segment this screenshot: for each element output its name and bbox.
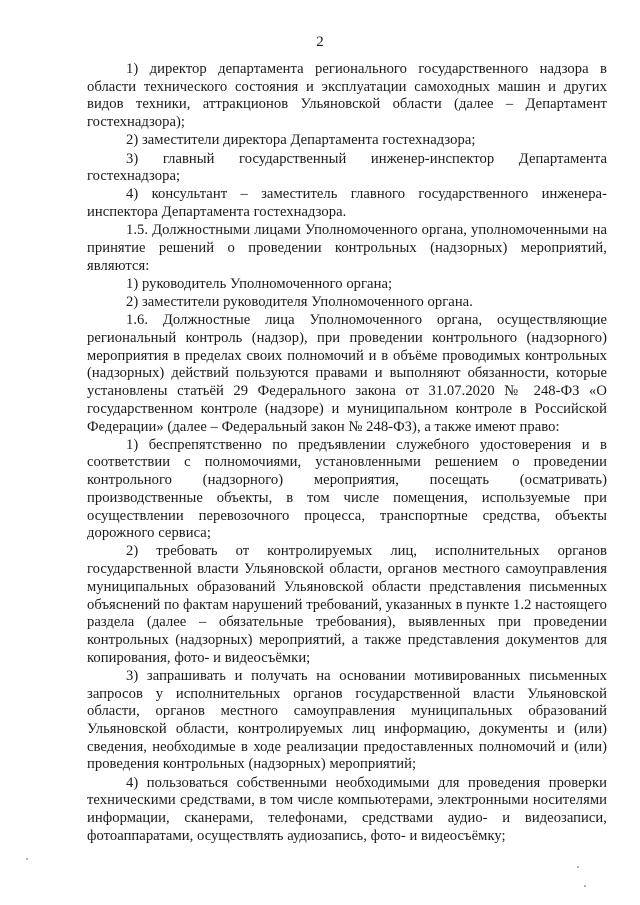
paragraph-5: 1.5. Должностными лицами Уполномоченного органа, уполномоченными на принятие решений о проведении контрольных (надзорных) мероприятий, являются: <box>87 222 607 274</box>
paragraph-2: 2) заместители директора Департамента гостехнадзора; <box>126 132 476 149</box>
paragraph-7: 2) заместители руководителя Уполномоченного органа. <box>126 294 473 311</box>
scan-speck <box>26 858 28 860</box>
page-body <box>87 61 607 845</box>
scan-speck <box>577 866 579 868</box>
page-number: 2 <box>316 34 324 50</box>
paragraph-9: 1) беспрепятственно по предъявлении служебного удостоверения и в соответствии с полномочиями, установленными решением о проведении контрольного (надзорного) мероприятия, посещать (осматривать) производственные объекты, в том числе помещения, используемые при осуществлении перевозочного процесса, транспортные средства, объекты дорожного сервиса; <box>87 436 607 542</box>
paragraph-10: 2) требовать от контролируемых лиц, исполнительных органов государственной власти Ульяновской области, органов местного самоуправления муниципальных образований Ульяновской области представления письменных объяснений по фактам нарушений требований, указанных в пункте 1.2 настоящего раздела (далее – обязательные требования), выявленных при проведении контрольных (надзорных) мероприятий, а также представления документов для копирования, фото- и видеосъёмки; <box>87 543 607 666</box>
paragraph-6: 1) руководитель Уполномоченного органа; <box>126 275 393 292</box>
paragraph-8: 1.6. Должностные лица Уполномоченного органа, осуществляющие региональный контроль (надзор), при проведении контрольного (надзорного) мероприятия в пределах своих полномочий и в объёме проводимых контрольных (надзорных) действий пользуются правами и выполняют обязанности, которые установлены статьёй 29 Федерального закона от 31.07.2020 № 248-ФЗ «О государственном контроле (надзоре) и муниципальном контроле в Российской Федерации» (далее – Федеральный закон № 248-ФЗ), а также имеют право: <box>87 312 607 435</box>
paragraph-1: 1) директор департамента регионального государственного надзора в области технического состояния и эксплуатации самоходных машин и других видов техники, аттракционов Ульяновской области (далее – Департамент гостехнадзора); <box>87 61 607 131</box>
paragraph-11: 3) запрашивать и получать на основании мотивированных письменных запросов у исполнительных органов государственной власти Ульяновской области, органов местного самоуправления муниципальных образований Ульяновской области, контролируемых лиц информацию, документы и (или) сведения, необходимые в ходе реализации предоставленных полномочий и (или) проведения контрольных (надзорных) мероприятий; <box>87 667 607 773</box>
paragraph-3: 3) главный государственный инженер-инспектор Департамента гостехнадзора; <box>87 150 607 185</box>
paragraph-12: 4) пользоваться собственными необходимыми для проведения проверки техническими средствами, в том числе компьютерами, электронными носителями информации, сканерами, телефонами, средствами аудио- и видеозаписи, фотоаппаратами, осуществлять аудиозапись, фото- и видеосъёмку; <box>87 774 607 844</box>
paragraph-4: 4) консультант – заместитель главного государственного инженера-инспектора Департамента гостехнадзора. <box>87 186 607 221</box>
scan-speck <box>584 885 586 887</box>
